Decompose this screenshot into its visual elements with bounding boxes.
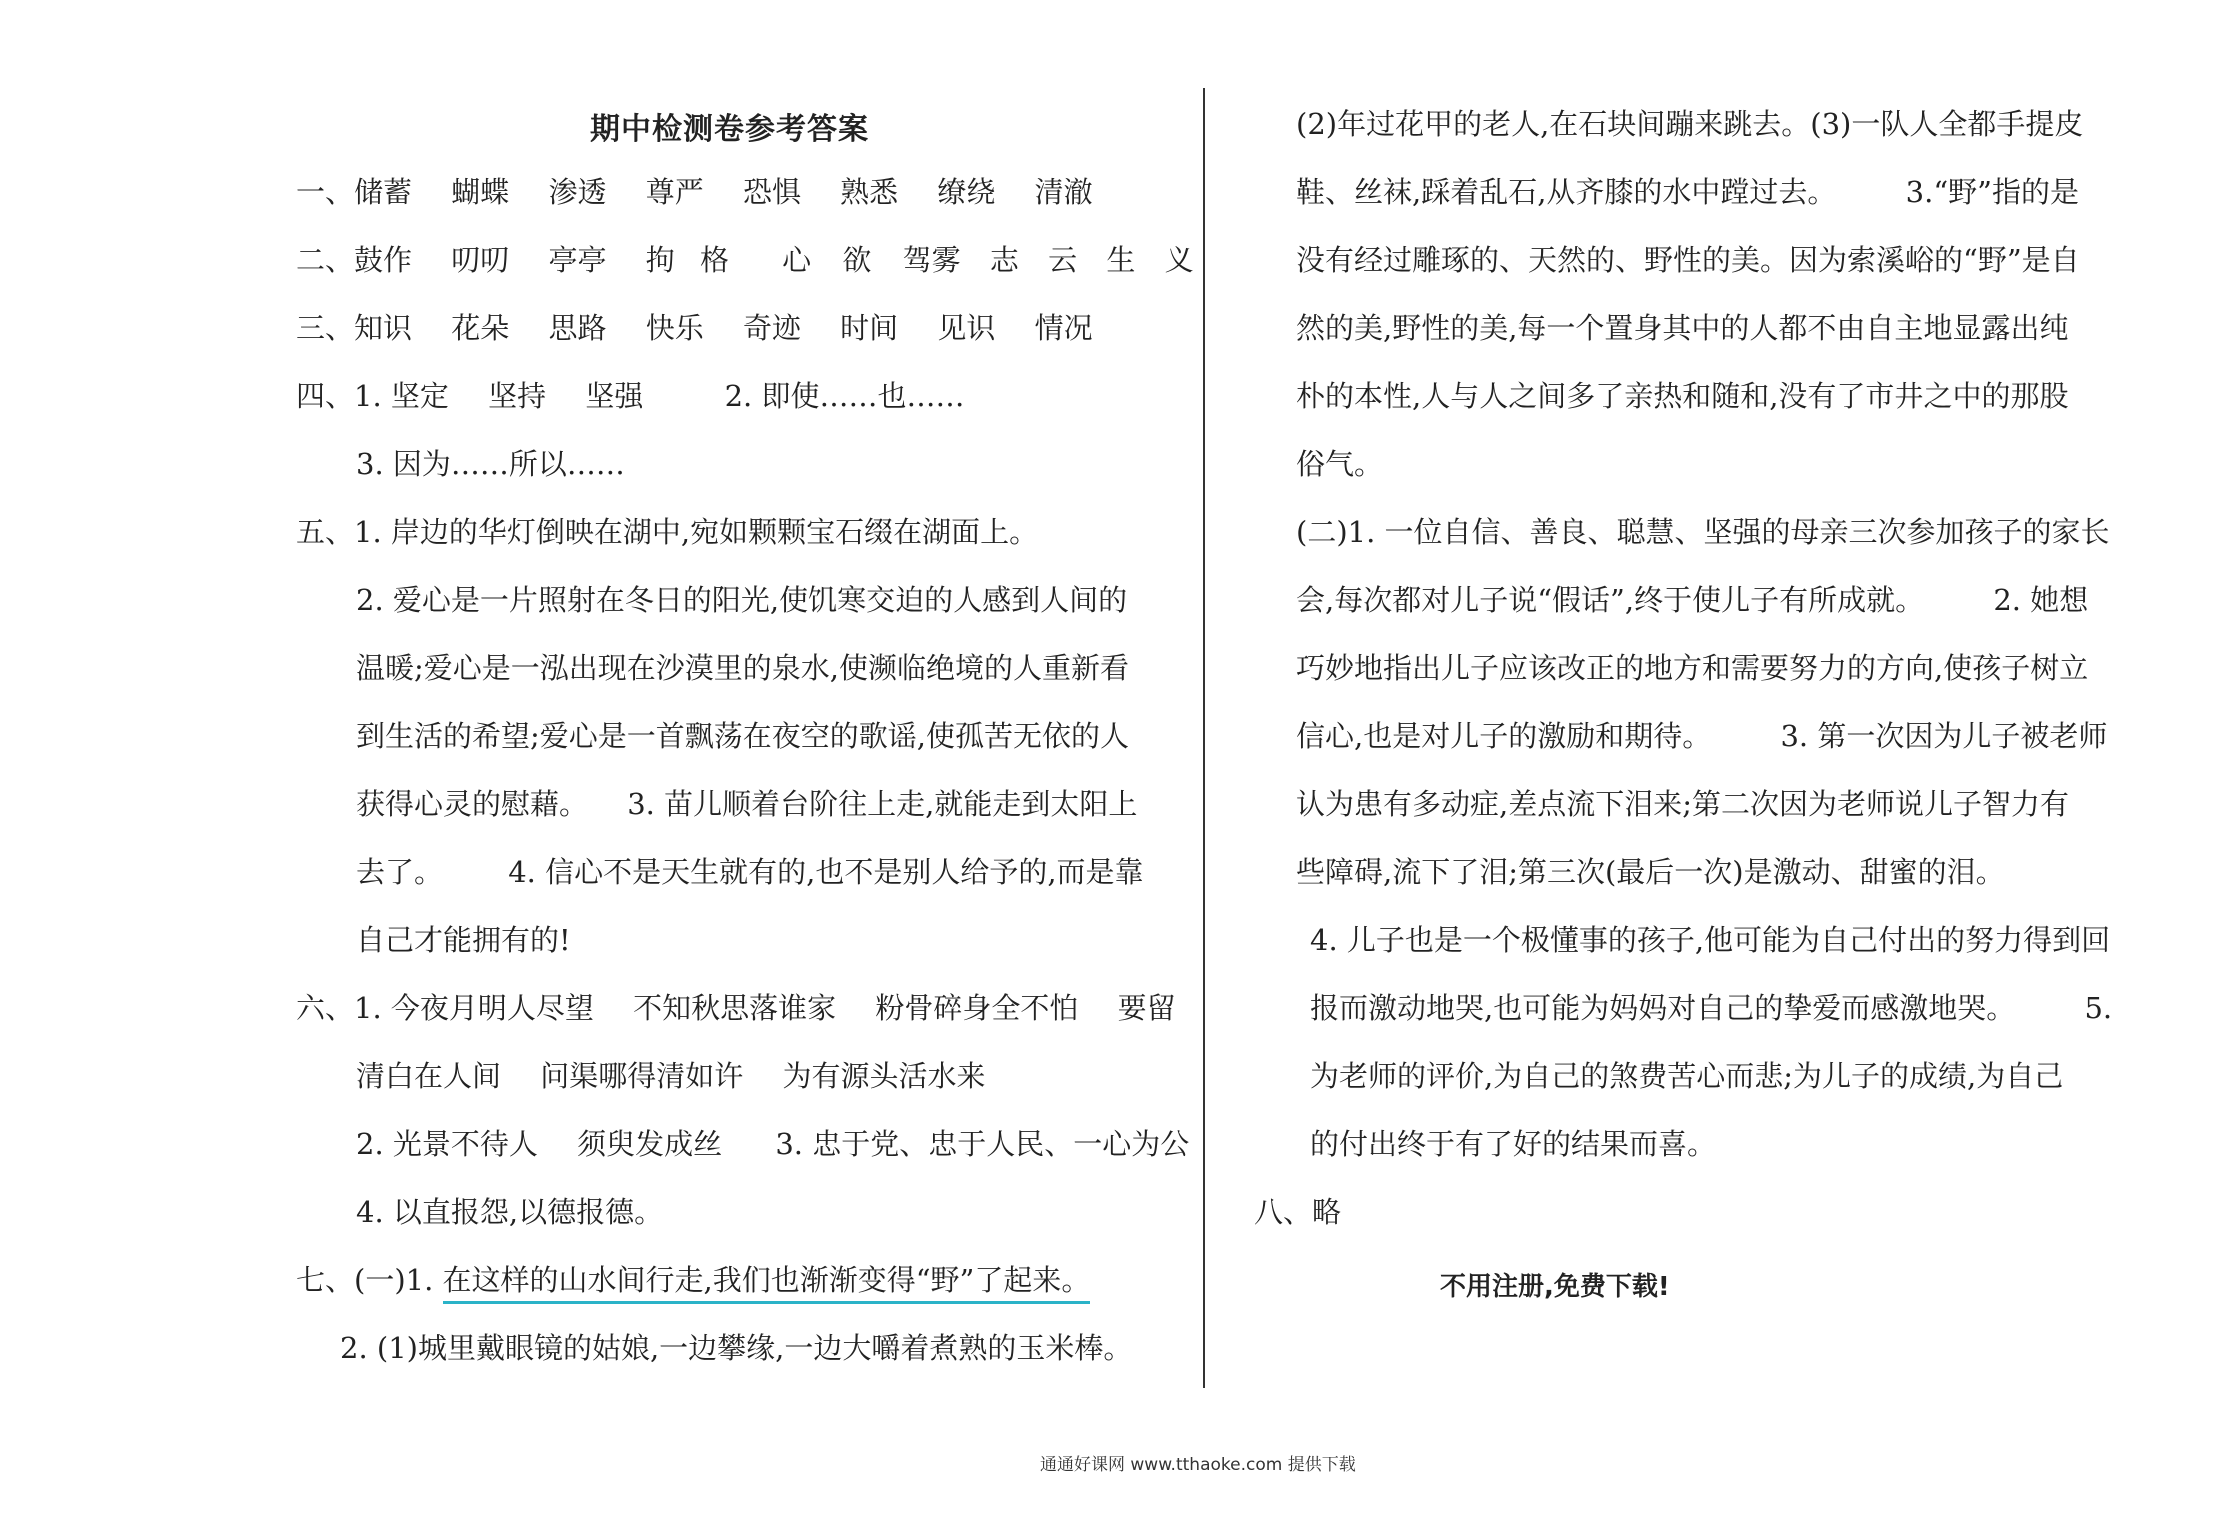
answer-line-r3: 没有经过雕琢的、天然的、野性的美。因为索溪峪的“野”是自 [1296,243,2080,277]
answer-line-14: 清白在人间 问渠哪得清如许 为有源头活水来 [356,1059,986,1093]
answer-line-1: 一、储蓄 蝴蝶 渗透 尊严 恐惧 熟悉 缭绕 清澈 [296,175,1093,209]
answer-line-r5: 朴的本性,人与人之间多了亲热和随和,没有了市井之中的那股 [1296,379,2069,413]
page-title: 期中检测卷参考答案 [590,112,869,147]
answer-line-4: 四、1. 坚定 坚持 坚强 2. 即使……也…… [296,379,965,413]
answer-line-r9: 巧妙地指出儿子应该改正的地方和需要努力的方向,使孩子树立 [1296,651,2089,685]
answer-line-r8: 会,每次都对儿子说“假话”,终于使儿子有所成就。 2. 她想 [1296,583,2089,617]
answer-line-13: 六、1. 今夜月明人尽望 不知秋思落谁家 粉骨碎身全不怕 要留 [296,991,1176,1025]
answer-line-11: 去了。 4. 信心不是天生就有的,也不是别人给予的,而是靠 [356,855,1144,889]
answer-line-r13: 4. 儿子也是一个极懂事的孩子,他可能为自己付出的努力得到回 [1310,923,2111,957]
underlined-answer: 在这样的山水间行走,我们也渐渐变得“野”了起来。 [443,1263,1091,1304]
answer-line-r7: (二)1. 一位自信、善良、聪慧、坚强的母亲三次参加孩子的家长 [1296,515,2110,549]
answer-line-10: 获得心灵的慰藉。 3. 苗儿顺着台阶往上走,就能走到太阳上 [356,787,1138,821]
answer-line-r2: 鞋、丝袜,踩着乱石,从齐膝的水中蹚过去。 3.“野”指的是 [1296,175,2079,209]
left-column [296,158,1194,1382]
answer-line-3: 三、知识 花朵 思路 快乐 奇迹 时间 见识 情况 [296,311,1093,345]
answer-line-2: 二、鼓作 叨叨 亭亭 拘 格 心 欲 驾雾 志 云 生 义 [296,243,1194,277]
answer-line-7: 2. 爱心是一片照射在冬日的阳光,使饥寒交迫的人感到人间的 [356,583,1128,617]
answer-line-r11: 认为患有多动症,差点流下泪来;第二次因为老师说儿子智力有 [1296,787,2069,821]
answer-line-r15: 为老师的评价,为自己的煞费苦心而悲;为儿子的成绩,为自己 [1310,1059,2064,1093]
answer-line-r4: 然的美,野性的美,每一个置身其中的人都不由自主地显露出纯 [1296,311,2069,345]
answer-line-5: 3. 因为……所以…… [356,447,625,481]
answer-line-r10: 信心,也是对儿子的激励和期待。 3. 第一次因为儿子被老师 [1296,719,2108,753]
answer-line-r6: 俗气。 [1296,447,1384,481]
answer-line-r12: 些障碍,流下了泪;第三次(最后一次)是激动、甜蜜的泪。 [1296,855,2005,889]
right-column [1254,90,2116,1246]
answer-line-16: 4. 以直报怨,以德报德。 [356,1195,664,1229]
answer-line-6: 五、1. 岸边的华灯倒映在湖中,宛如颗颗宝石缀在湖面上。 [296,515,1039,549]
promo-text: 不用注册,免费下载! [1440,1272,1670,1302]
answer-line-9: 到生活的希望;爱心是一首飘荡在夜空的歌谣,使孤苦无依的人 [356,719,1129,753]
answer-line-r16: 的付出终于有了好的结果而喜。 [1310,1127,1717,1161]
answer-line-r1: (2)年过花甲的老人,在石块间蹦来跳去。(3)一队人全都手提皮 [1296,107,2084,141]
answer-line-r14: 报而激动地哭,也可能为妈妈对自己的挚爱而感激地哭。 5. [1310,991,2113,1025]
answer-line-18: 2. (1)城里戴眼镜的姑娘,一边攀缘,一边大嚼着煮熟的玉米棒。 [340,1331,1133,1365]
column-divider [1203,88,1205,1388]
answer-line-8: 温暖;爱心是一泓出现在沙漠里的泉水,使濒临绝境的人重新看 [356,651,1129,685]
answer-line-17: 七、(一)1. 在这样的山水间行走,我们也渐渐变得“野”了起来。 [296,1246,1166,1314]
answer-line-15: 2. 光景不待人 须臾发成丝 3. 忠于党、忠于人民、一心为公 [356,1127,1190,1161]
footer-text: 通通好课网 www.tthaoke.com 提供下载 [1040,1455,1356,1475]
answer-line-r17: 八、略 [1254,1195,1342,1229]
answer-line-12: 自己才能拥有的! [356,923,571,957]
